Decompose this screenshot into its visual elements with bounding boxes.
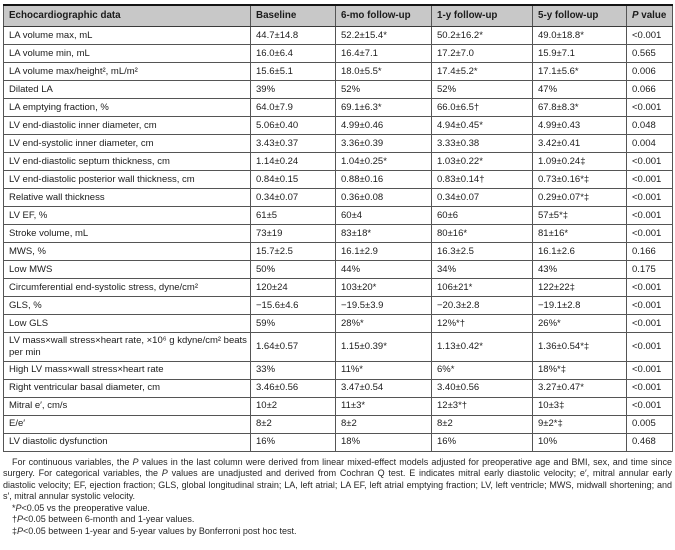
value-cell: 16.0±6.4: [251, 45, 336, 63]
value-cell: 69.1±6.3*: [336, 99, 432, 117]
value-cell: 3.33±0.38: [432, 135, 533, 153]
value-cell: 8±2: [336, 415, 432, 433]
row-label-cell: Low GLS: [4, 315, 251, 333]
row-label-cell: High LV mass×wall stress×heart rate: [4, 361, 251, 379]
value-cell: 122±22‡: [533, 279, 627, 297]
footnote-general: [3, 457, 672, 503]
p-value-cell: 0.005: [627, 415, 673, 433]
table-row: [4, 279, 673, 297]
value-cell: 1.14±0.24: [251, 153, 336, 171]
text-segment: ‡: [12, 525, 18, 536]
value-cell: 16%: [432, 433, 533, 451]
p-value-cell: 0.565: [627, 45, 673, 63]
p-value-cell: <0.001: [627, 225, 673, 243]
row-label-cell: LA volume max, mL: [4, 27, 251, 45]
p-value-cell: <0.001: [627, 189, 673, 207]
value-cell: 18%: [336, 433, 432, 451]
table-body: [4, 27, 673, 452]
value-cell: 1.15±0.39*: [336, 333, 432, 362]
table-row: [4, 379, 673, 397]
column-header: [432, 5, 533, 27]
value-cell: 17.4±5.2*: [432, 63, 533, 81]
table-row: [4, 63, 673, 81]
text-segment: †: [12, 514, 18, 525]
table-row: [4, 117, 673, 135]
value-cell: 60±4: [336, 207, 432, 225]
echocardiographic-data-table: [3, 4, 673, 452]
value-cell: 106±21*: [432, 279, 533, 297]
value-cell: 16.1±2.9: [336, 243, 432, 261]
value-cell: 0.83±0.14†: [432, 171, 533, 189]
italic-text-segment: P: [632, 9, 639, 21]
column-header: [336, 5, 432, 27]
text-segment: 5-y follow-up: [538, 9, 599, 21]
value-cell: 0.84±0.15: [251, 171, 336, 189]
table-footnotes: [3, 457, 672, 538]
table-row: [4, 315, 673, 333]
value-cell: 10%: [533, 433, 627, 451]
p-value-cell: <0.001: [627, 315, 673, 333]
value-cell: 18.0±5.5*: [336, 63, 432, 81]
table-row: [4, 243, 673, 261]
value-cell: 1.64±0.57: [251, 333, 336, 362]
text-segment: <0.05 between 1-year and 5-year values by Bonferroni post hoc test.: [23, 525, 297, 536]
value-cell: 12±3*†: [432, 397, 533, 415]
value-cell: 17.2±7.0: [432, 45, 533, 63]
value-cell: 67.8±8.3*: [533, 99, 627, 117]
value-cell: 39%: [251, 81, 336, 99]
p-value-cell: <0.001: [627, 27, 673, 45]
text-segment: 1-y follow-up: [437, 9, 498, 21]
value-cell: 8±2: [251, 415, 336, 433]
value-cell: 0.34±0.07: [251, 189, 336, 207]
row-label-cell: LA volume min, mL: [4, 45, 251, 63]
p-value-cell: 0.006: [627, 63, 673, 81]
table-row: [4, 153, 673, 171]
value-cell: −19.5±3.9: [336, 297, 432, 315]
text-segment: *: [12, 502, 16, 513]
value-cell: 4.94±0.45*: [432, 117, 533, 135]
row-label-cell: LV end-diastolic inner diameter, cm: [4, 117, 251, 135]
row-label-cell: E/e′: [4, 415, 251, 433]
row-label-cell: LV end-diastolic posterior wall thickness, cm: [4, 171, 251, 189]
table-row: [4, 297, 673, 315]
row-label-cell: Right ventricular basal diameter, cm: [4, 379, 251, 397]
value-cell: 0.36±0.08: [336, 189, 432, 207]
value-cell: −19.1±2.8: [533, 297, 627, 315]
table-row: [4, 45, 673, 63]
value-cell: 26%*: [533, 315, 627, 333]
value-cell: 52%: [432, 81, 533, 99]
text-segment: <0.05 between 6-month and 1-year values.: [23, 514, 195, 525]
value-cell: 103±20*: [336, 279, 432, 297]
value-cell: 3.46±0.56: [251, 379, 336, 397]
value-cell: 6%*: [432, 361, 533, 379]
value-cell: 3.40±0.56: [432, 379, 533, 397]
value-cell: 1.13±0.42*: [432, 333, 533, 362]
column-header: [251, 5, 336, 27]
value-cell: −15.6±4.6: [251, 297, 336, 315]
value-cell: 61±5: [251, 207, 336, 225]
p-value-cell: <0.001: [627, 379, 673, 397]
footnote-symbol-line: [3, 503, 672, 515]
value-cell: 11%*: [336, 361, 432, 379]
row-label-cell: Dilated LA: [4, 81, 251, 99]
table-row: [4, 433, 673, 451]
value-cell: 4.99±0.43: [533, 117, 627, 135]
value-cell: 34%: [432, 261, 533, 279]
value-cell: 10±2: [251, 397, 336, 415]
table-row: [4, 171, 673, 189]
value-cell: −20.3±2.8: [432, 297, 533, 315]
italic-text-segment: P: [132, 456, 139, 467]
table-row: [4, 189, 673, 207]
value-cell: 9±2*‡: [533, 415, 627, 433]
p-value-cell: <0.001: [627, 297, 673, 315]
table-row: [4, 397, 673, 415]
p-value-cell: <0.001: [627, 99, 673, 117]
p-value-cell: <0.001: [627, 171, 673, 189]
row-label-cell: GLS, %: [4, 297, 251, 315]
value-cell: 16%: [251, 433, 336, 451]
row-label-cell: Relative wall thickness: [4, 189, 251, 207]
table-row: [4, 27, 673, 45]
row-label-cell: LV mass×wall stress×heart rate, ×10⁶ g kdyne/cm² beats per min: [4, 333, 251, 362]
p-value-cell: <0.001: [627, 397, 673, 415]
footnote-symbol-line: [3, 526, 672, 538]
value-cell: 33%: [251, 361, 336, 379]
value-cell: 83±18*: [336, 225, 432, 243]
value-cell: 3.47±0.54: [336, 379, 432, 397]
value-cell: 17.1±5.6*: [533, 63, 627, 81]
p-value-cell: <0.001: [627, 153, 673, 171]
value-cell: 57±5*‡: [533, 207, 627, 225]
italic-text-segment: P: [17, 514, 24, 525]
p-value-cell: 0.004: [627, 135, 673, 153]
table-row: [4, 415, 673, 433]
table-row: [4, 261, 673, 279]
text-segment: Echocardiographic data: [9, 9, 121, 21]
column-header: [533, 5, 627, 27]
row-label-cell: LV diastolic dysfunction: [4, 433, 251, 451]
value-cell: 16.4±7.1: [336, 45, 432, 63]
value-cell: 49.0±18.8*: [533, 27, 627, 45]
value-cell: 73±19: [251, 225, 336, 243]
table-header: [4, 5, 673, 27]
p-value-cell: 0.048: [627, 117, 673, 135]
value-cell: 5.06±0.40: [251, 117, 336, 135]
table-row: [4, 361, 673, 379]
value-cell: 1.09±0.24‡: [533, 153, 627, 171]
value-cell: 3.27±0.47*: [533, 379, 627, 397]
text-segment: For continuous variables, the: [12, 456, 133, 467]
value-cell: 64.0±7.9: [251, 99, 336, 117]
value-cell: 43%: [533, 261, 627, 279]
value-cell: 120±24: [251, 279, 336, 297]
text-segment: values are unadjusted and derived from Cochran Q test. E indicates mitral early diastolic velocity; e′, mitral annular early diastolic velocity; EF, ejection fraction; GLS, global longitudinal strain; LA, left atrial; LA EF, left atrial emptying fraction; LV, left ventricle; MWS, midwall shortening; and s′, mitral annular systolic velocity.: [3, 468, 672, 502]
p-value-cell: <0.001: [627, 207, 673, 225]
table-row: [4, 99, 673, 117]
value-cell: 4.99±0.46: [336, 117, 432, 135]
p-value-cell: 0.066: [627, 81, 673, 99]
value-cell: 50.2±16.2*: [432, 27, 533, 45]
value-cell: 50%: [251, 261, 336, 279]
p-value-cell: <0.001: [627, 333, 673, 362]
p-value-cell: 0.175: [627, 261, 673, 279]
value-cell: 3.43±0.37: [251, 135, 336, 153]
column-header: [627, 5, 673, 27]
text-segment: Baseline: [256, 9, 297, 21]
value-cell: 66.0±6.5†: [432, 99, 533, 117]
text-segment: <0.05 vs the preoperative value.: [21, 502, 150, 513]
value-cell: 18%*‡: [533, 361, 627, 379]
table-row: [4, 207, 673, 225]
p-value-cell: 0.166: [627, 243, 673, 261]
value-cell: 15.9±7.1: [533, 45, 627, 63]
table-row: [4, 225, 673, 243]
value-cell: 11±3*: [336, 397, 432, 415]
value-cell: 3.36±0.39: [336, 135, 432, 153]
row-label-cell: Low MWS: [4, 261, 251, 279]
value-cell: 8±2: [432, 415, 533, 433]
value-cell: 16.1±2.6: [533, 243, 627, 261]
text-segment: values in the last column were derived from linear mixed-effect models adjusted for preoperative age and BMI, sex, and time since surgery. For categorical variables, the: [3, 456, 672, 479]
value-cell: 59%: [251, 315, 336, 333]
value-cell: 15.7±2.5: [251, 243, 336, 261]
value-cell: 60±6: [432, 207, 533, 225]
value-cell: 10±3‡: [533, 397, 627, 415]
row-label-cell: LA volume max/height², mL/m²: [4, 63, 251, 81]
value-cell: 0.88±0.16: [336, 171, 432, 189]
value-cell: 47%: [533, 81, 627, 99]
row-label-cell: MWS, %: [4, 243, 251, 261]
value-cell: 0.73±0.16*‡: [533, 171, 627, 189]
value-cell: 52%: [336, 81, 432, 99]
column-header: [4, 5, 251, 27]
footnote-symbol-line: [3, 514, 672, 526]
value-cell: 44.7±14.8: [251, 27, 336, 45]
italic-text-segment: P: [17, 525, 24, 536]
table-row: [4, 81, 673, 99]
value-cell: 81±16*: [533, 225, 627, 243]
p-value-cell: <0.001: [627, 361, 673, 379]
text-segment: 6-mo follow-up: [341, 9, 411, 21]
value-cell: 16.3±2.5: [432, 243, 533, 261]
table-row: [4, 333, 673, 362]
value-cell: 1.04±0.25*: [336, 153, 432, 171]
value-cell: 12%*†: [432, 315, 533, 333]
row-label-cell: LV end-diastolic septum thickness, cm: [4, 153, 251, 171]
value-cell: 1.36±0.54*‡: [533, 333, 627, 362]
table-header-row: [4, 5, 673, 27]
value-cell: 0.34±0.07: [432, 189, 533, 207]
p-value-cell: <0.001: [627, 279, 673, 297]
p-value-cell: 0.468: [627, 433, 673, 451]
italic-text-segment: P: [161, 468, 168, 479]
row-label-cell: Mitral e′, cm/s: [4, 397, 251, 415]
italic-text-segment: P: [15, 502, 22, 513]
text-segment: value: [638, 9, 667, 21]
value-cell: 3.42±0.41: [533, 135, 627, 153]
table-row: [4, 135, 673, 153]
value-cell: 52.2±15.4*: [336, 27, 432, 45]
row-label-cell: Circumferential end-systolic stress, dyne/cm²: [4, 279, 251, 297]
value-cell: 80±16*: [432, 225, 533, 243]
row-label-cell: LV EF, %: [4, 207, 251, 225]
row-label-cell: LA emptying fraction, %: [4, 99, 251, 117]
value-cell: 15.6±5.1: [251, 63, 336, 81]
row-label-cell: Stroke volume, mL: [4, 225, 251, 243]
value-cell: 44%: [336, 261, 432, 279]
footnote-symbol-list: [3, 503, 672, 538]
value-cell: 1.03±0.22*: [432, 153, 533, 171]
value-cell: 0.29±0.07*‡: [533, 189, 627, 207]
value-cell: 28%*: [336, 315, 432, 333]
row-label-cell: LV end-systolic inner diameter, cm: [4, 135, 251, 153]
